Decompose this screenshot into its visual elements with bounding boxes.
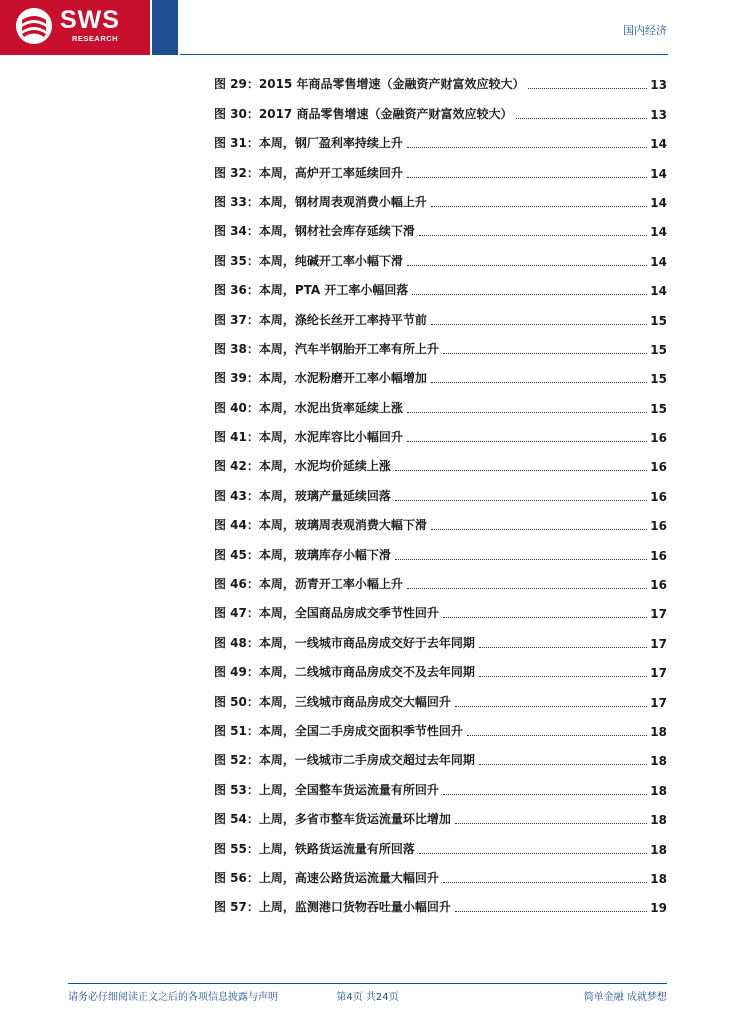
toc-dot-leader	[395, 559, 647, 560]
toc-entry-title: 图 32：本周，高炉开工率延续回升	[214, 165, 403, 180]
toc-entry[interactable]	[214, 181, 667, 210]
toc-entry[interactable]	[214, 416, 667, 445]
logo-wordmark: SWS	[60, 6, 120, 34]
toc-entry[interactable]	[214, 592, 667, 621]
toc-entry[interactable]	[214, 63, 667, 92]
header-accent-band	[152, 0, 178, 55]
toc-entry[interactable]	[214, 621, 667, 650]
toc-entry-page: 17	[650, 636, 667, 651]
toc-entry-page: 19	[650, 901, 667, 916]
toc-entry-title: 图 48：本周，一线城市商品房成交好于去年同期	[214, 635, 475, 650]
toc-dot-leader	[479, 676, 647, 677]
toc-entry-title: 图 30：2017 商品零售增速（金融资产财富效应较大）	[214, 106, 513, 121]
toc-dot-leader	[419, 235, 647, 236]
toc-dot-leader	[431, 382, 647, 383]
toc-dot-leader	[479, 647, 647, 648]
toc-entry-page: 14	[650, 225, 667, 240]
toc-entry-page: 16	[650, 431, 667, 446]
toc-dot-leader	[395, 470, 647, 471]
toc-entry-title: 图 33：本周，钢材周表观消费小幅上升	[214, 194, 427, 209]
toc-entry-title: 图 43：本周，玻璃产量延续回落	[214, 488, 391, 503]
toc-entry[interactable]	[214, 768, 667, 797]
toc-entry-page: 18	[650, 842, 667, 857]
toc-entry-page: 18	[650, 724, 667, 739]
toc-entry-title: 图 37：本周，涤纶长丝开工率持平节前	[214, 312, 427, 327]
toc-entry[interactable]	[214, 122, 667, 151]
toc-entry[interactable]	[214, 357, 667, 386]
toc-dot-leader	[455, 706, 647, 707]
toc-entry-title: 图 31：本周，钢厂盈利率持续上升	[214, 136, 403, 151]
toc-entry[interactable]	[214, 563, 667, 592]
toc-entry-title: 图 55：上周，铁路货运流量有所回落	[214, 841, 415, 856]
toc-entry-title: 图 45：本周，玻璃库存小幅下滑	[214, 547, 391, 562]
toc-dot-leader	[443, 882, 647, 883]
toc-entry-title: 图 53：上周，全国整车货运流量有所回升	[214, 782, 439, 797]
toc-entry-page: 16	[650, 460, 667, 475]
toc-entry[interactable]	[214, 92, 667, 121]
sws-circle-logo-icon	[16, 8, 52, 44]
toc-entry[interactable]	[214, 474, 667, 503]
footer-disclaimer: 请务必仔细阅读正文之后的各项信息披露与声明	[68, 992, 278, 1003]
footer-divider	[68, 983, 667, 984]
toc-entry-title: 图 36：本周，PTA 开工率小幅回落	[214, 283, 409, 298]
toc-entry-page: 16	[650, 578, 667, 593]
toc-entry-page: 18	[650, 813, 667, 828]
page-header	[0, 0, 735, 58]
toc-entry-page: 14	[650, 284, 667, 299]
toc-dot-leader	[443, 617, 647, 618]
toc-dot-leader	[479, 764, 647, 765]
toc-dot-leader	[419, 853, 647, 854]
toc-entry[interactable]	[214, 651, 667, 680]
toc-entry[interactable]	[214, 445, 667, 474]
toc-entry-title: 图 44：本周，玻璃周表观消费大幅下滑	[214, 518, 427, 533]
toc-dot-leader	[443, 353, 647, 354]
toc-dot-leader	[407, 588, 647, 589]
toc-entry[interactable]	[214, 239, 667, 268]
figure-index-list	[214, 63, 667, 915]
toc-entry-page: 14	[650, 254, 667, 269]
toc-entry-page: 14	[650, 137, 667, 152]
toc-entry-title: 图 51：本周，全国二手房成交面积季节性回升	[214, 723, 463, 738]
toc-entry[interactable]	[214, 827, 667, 856]
toc-dot-leader	[431, 206, 647, 207]
toc-entry-page: 13	[650, 78, 667, 93]
toc-entry-page: 16	[650, 489, 667, 504]
toc-dot-leader	[407, 441, 647, 442]
toc-entry-page: 13	[650, 107, 667, 122]
toc-entry-title: 图 49：本周，二线城市商品房成交不及去年同期	[214, 665, 475, 680]
toc-entry[interactable]	[214, 269, 667, 298]
toc-entry-page: 15	[650, 342, 667, 357]
toc-entry[interactable]	[214, 798, 667, 827]
toc-dot-leader	[395, 500, 647, 501]
toc-entry-page: 14	[650, 166, 667, 181]
toc-entry-page: 15	[650, 372, 667, 387]
toc-entry-page: 17	[650, 607, 667, 622]
toc-entry[interactable]	[214, 710, 667, 739]
toc-entry-title: 图 50：本周，三线城市商品房成交大幅回升	[214, 694, 451, 709]
toc-entry[interactable]	[214, 533, 667, 562]
section-label: 国内经济	[623, 24, 667, 37]
toc-dot-leader	[516, 118, 647, 119]
toc-entry[interactable]	[214, 886, 667, 915]
toc-entry-title: 图 40：本周，水泥出货率延续上涨	[214, 400, 403, 415]
toc-entry-title: 图 54：上周，多省市整车货运流量环比增加	[214, 812, 451, 827]
toc-entry-title: 图 46：本周，沥青开工率小幅上升	[214, 577, 403, 592]
toc-entry[interactable]	[214, 386, 667, 415]
toc-entry-title: 图 39：本周，水泥粉磨开工率小幅增加	[214, 371, 427, 386]
toc-dot-leader	[431, 324, 647, 325]
toc-dot-leader	[528, 88, 647, 89]
toc-entry-title: 图 47：本周，全国商品房成交季节性回升	[214, 606, 439, 621]
toc-entry-title: 图 56：上周，高速公路货运流量大幅回升	[214, 870, 439, 885]
toc-entry-title: 图 29：2015 年商品零售增速（金融资产财富效应较大）	[214, 77, 525, 92]
toc-entry-title: 图 42：本周，水泥均价延续上涨	[214, 459, 391, 474]
toc-entry-title: 图 41：本周，水泥库容比小幅回升	[214, 430, 403, 445]
toc-dot-leader	[407, 265, 647, 266]
toc-dot-leader	[455, 911, 647, 912]
toc-entry[interactable]	[214, 328, 667, 357]
page-number: 第4页 共24页	[336, 992, 399, 1003]
toc-dot-leader	[467, 735, 647, 736]
toc-dot-leader	[455, 823, 647, 824]
toc-entry-title: 图 57：上周，监测港口货物吞吐量小幅回升	[214, 900, 451, 915]
toc-entry-title: 图 38：本周，汽车半钢胎开工率有所上升	[214, 341, 439, 356]
toc-dot-leader	[407, 147, 647, 148]
logo-subtitle: RESEARCH	[72, 34, 119, 43]
toc-entry[interactable]	[214, 857, 667, 886]
brand-logo	[0, 0, 150, 55]
header-divider	[180, 54, 668, 55]
toc-entry-page: 17	[650, 695, 667, 710]
toc-entry[interactable]	[214, 739, 667, 768]
toc-entry-page: 18	[650, 871, 667, 886]
toc-entry-page: 16	[650, 548, 667, 563]
toc-dot-leader	[407, 177, 647, 178]
toc-dot-leader	[407, 412, 647, 413]
toc-dot-leader	[412, 294, 647, 295]
toc-entry[interactable]	[214, 298, 667, 327]
toc-entry[interactable]	[214, 680, 667, 709]
toc-entry-title: 图 35：本周，纯碱开工率小幅下滑	[214, 253, 403, 268]
toc-entry-page: 15	[650, 401, 667, 416]
toc-entry-page: 18	[650, 754, 667, 769]
toc-entry-title: 图 34：本周，钢材社会库存延续下滑	[214, 224, 415, 239]
toc-entry-page: 15	[650, 313, 667, 328]
toc-entry-page: 14	[650, 195, 667, 210]
toc-entry-page: 17	[650, 666, 667, 681]
toc-entry[interactable]	[214, 151, 667, 180]
toc-entry[interactable]	[214, 210, 667, 239]
toc-entry-title: 图 52：本周，一线城市二手房成交超过去年同期	[214, 753, 475, 768]
toc-entry[interactable]	[214, 504, 667, 533]
toc-entry-page: 16	[650, 519, 667, 534]
toc-dot-leader	[443, 794, 647, 795]
toc-dot-leader	[431, 529, 647, 530]
footer-slogan: 简单金融 成就梦想	[583, 992, 667, 1003]
toc-entry-page: 18	[650, 783, 667, 798]
